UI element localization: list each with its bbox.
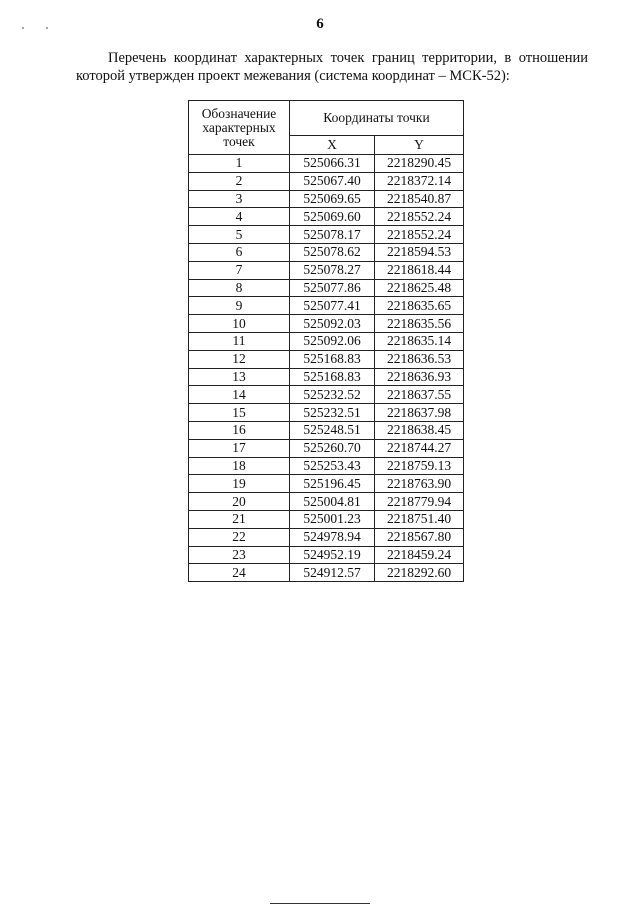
table-row [189, 546, 464, 564]
table-row [189, 155, 464, 173]
table-row [189, 368, 464, 386]
table-row [189, 528, 464, 546]
point-cell: 20 [189, 493, 290, 511]
table-row [189, 279, 464, 297]
scan-speck [22, 27, 24, 29]
y-cell: 2218636.93 [375, 368, 464, 386]
intro-line-1: Перечень координат характерных точек границ территории, в отношении [108, 50, 588, 66]
y-cell: 2218372.14 [375, 172, 464, 190]
point-cell: 3 [189, 190, 290, 208]
x-cell: 525092.06 [290, 332, 375, 350]
y-cell: 2218744.27 [375, 439, 464, 457]
y-cell: 2218637.98 [375, 404, 464, 422]
y-cell: 2218638.45 [375, 421, 464, 439]
point-cell: 5 [189, 226, 290, 244]
x-cell: 525260.70 [290, 439, 375, 457]
coordinates-table [188, 100, 464, 582]
intro-paragraph [76, 49, 588, 85]
point-cell: 2 [189, 172, 290, 190]
x-cell: 525196.45 [290, 475, 375, 493]
point-cell: 24 [189, 564, 290, 582]
table-row [189, 190, 464, 208]
x-cell: 525253.43 [290, 457, 375, 475]
table-row [189, 208, 464, 226]
table-row [189, 457, 464, 475]
point-cell: 21 [189, 510, 290, 528]
x-cell: 525066.31 [290, 155, 375, 173]
y-cell: 2218779.94 [375, 493, 464, 511]
point-cell: 10 [189, 315, 290, 333]
point-cell: 16 [189, 421, 290, 439]
x-cell: 525232.52 [290, 386, 375, 404]
table-row [189, 421, 464, 439]
x-cell: 525078.27 [290, 261, 375, 279]
y-cell: 2218751.40 [375, 510, 464, 528]
bottom-rule [270, 903, 370, 904]
header-point-label: Обозначение характерных точек [189, 101, 290, 155]
point-cell: 6 [189, 243, 290, 261]
table-row [189, 439, 464, 457]
x-cell: 525069.60 [290, 208, 375, 226]
point-cell: 22 [189, 528, 290, 546]
table-row [189, 475, 464, 493]
point-cell: 14 [189, 386, 290, 404]
table-row [189, 297, 464, 315]
point-cell: 23 [189, 546, 290, 564]
x-cell: 525232.51 [290, 404, 375, 422]
header-y: Y [375, 136, 464, 155]
y-cell: 2218552.24 [375, 226, 464, 244]
x-cell: 525069.65 [290, 190, 375, 208]
x-cell: 525078.62 [290, 243, 375, 261]
table-row [189, 332, 464, 350]
point-cell: 19 [189, 475, 290, 493]
point-cell: 9 [189, 297, 290, 315]
y-cell: 2218618.44 [375, 261, 464, 279]
table-row [189, 404, 464, 422]
y-cell: 2218540.87 [375, 190, 464, 208]
table-body [189, 155, 464, 582]
x-cell: 525092.03 [290, 315, 375, 333]
y-cell: 2218567.80 [375, 528, 464, 546]
table-row [189, 226, 464, 244]
y-cell: 2218290.45 [375, 155, 464, 173]
x-cell: 525001.23 [290, 510, 375, 528]
point-cell: 11 [189, 332, 290, 350]
table-row [189, 172, 464, 190]
y-cell: 2218759.13 [375, 457, 464, 475]
point-cell: 7 [189, 261, 290, 279]
y-cell: 2218637.55 [375, 386, 464, 404]
y-cell: 2218459.24 [375, 546, 464, 564]
x-cell: 525077.41 [290, 297, 375, 315]
point-cell: 8 [189, 279, 290, 297]
header-x: X [290, 136, 375, 155]
table-row [189, 315, 464, 333]
page-number: 6 [316, 16, 324, 32]
x-cell: 524952.19 [290, 546, 375, 564]
x-cell: 525168.83 [290, 350, 375, 368]
y-cell: 2218552.24 [375, 208, 464, 226]
x-cell: 524912.57 [290, 564, 375, 582]
y-cell: 2218763.90 [375, 475, 464, 493]
y-cell: 2218635.56 [375, 315, 464, 333]
y-cell: 2218635.65 [375, 297, 464, 315]
x-cell: 525077.86 [290, 279, 375, 297]
point-cell: 13 [189, 368, 290, 386]
y-cell: 2218292.60 [375, 564, 464, 582]
x-cell: 525248.51 [290, 421, 375, 439]
y-cell: 2218625.48 [375, 279, 464, 297]
point-cell: 15 [189, 404, 290, 422]
y-cell: 2218594.53 [375, 243, 464, 261]
table-row [189, 510, 464, 528]
x-cell: 525004.81 [290, 493, 375, 511]
y-cell: 2218635.14 [375, 332, 464, 350]
point-cell: 18 [189, 457, 290, 475]
point-cell: 17 [189, 439, 290, 457]
table-row [189, 564, 464, 582]
x-cell: 524978.94 [290, 528, 375, 546]
table-row [189, 493, 464, 511]
x-cell: 525067.40 [290, 172, 375, 190]
table-row [189, 261, 464, 279]
table-row [189, 350, 464, 368]
table-row [189, 243, 464, 261]
intro-line-2: которой утвержден проект межевания (система координат – МСК-52): [76, 68, 510, 84]
point-cell: 1 [189, 155, 290, 173]
x-cell: 525168.83 [290, 368, 375, 386]
y-cell: 2218636.53 [375, 350, 464, 368]
point-cell: 12 [189, 350, 290, 368]
table-row [189, 386, 464, 404]
header-coordinates: Координаты точки [290, 101, 464, 136]
point-cell: 4 [189, 208, 290, 226]
scan-speck [46, 27, 48, 29]
x-cell: 525078.17 [290, 226, 375, 244]
